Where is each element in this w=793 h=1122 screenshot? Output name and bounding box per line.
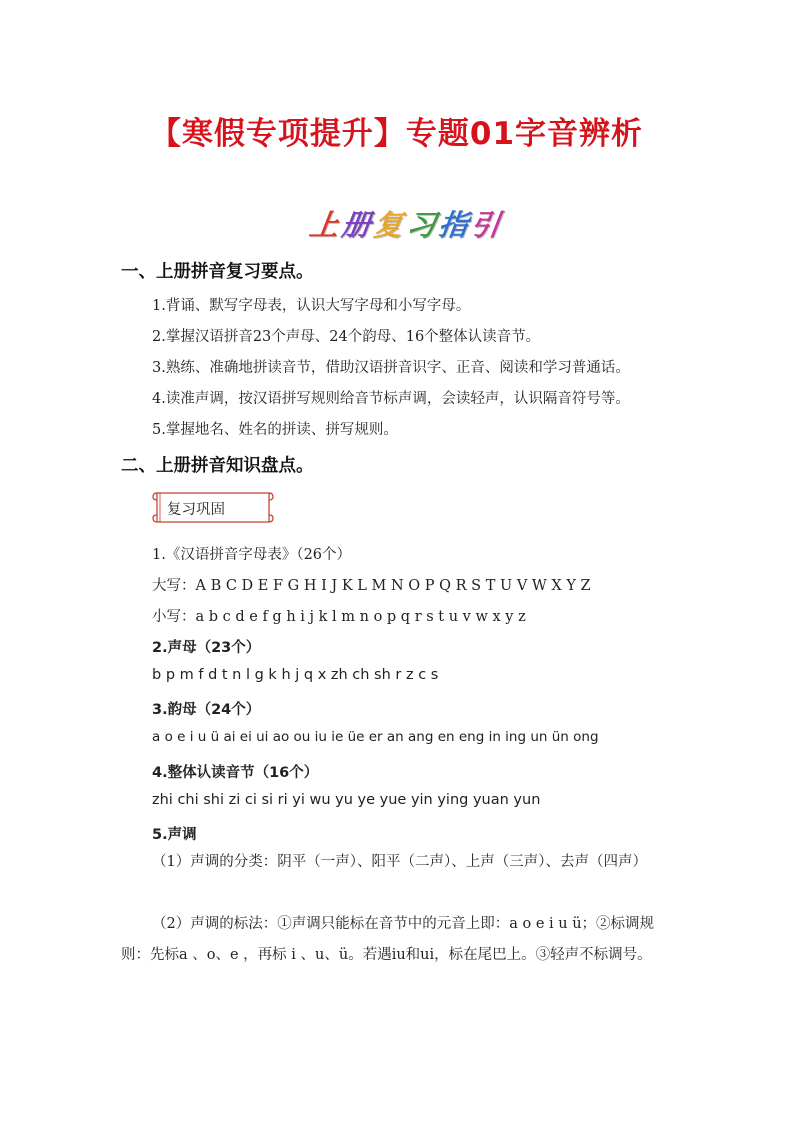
banner-char-2: 册 <box>339 207 374 242</box>
page-title <box>0 108 793 153</box>
finals-title: 3.韵母（24个） <box>152 702 261 718</box>
syllables-list: zhi chi shi zi ci si ri yi wu yu ye yue yin ying yuan yun <box>152 792 541 808</box>
section1-item-5: 5.掌握地名、姓名的拼读、拼写规则。 <box>152 422 398 438</box>
lowercase-letters: 小写：a b c d e f g h i j k l m n o p q r s t u v w x y z <box>152 609 526 625</box>
tones-paragraph-1: （1）声调的分类：阴平（一声）、阳平（二声）、上声（三声）、去声（四声） <box>152 854 647 870</box>
syllables-title: 4.整体认读音节（16个） <box>152 765 319 781</box>
banner-char-5: 指 <box>436 207 470 242</box>
initials-list: b p m f d t n l g k h j q x zh ch sh r z c s <box>152 667 439 683</box>
banner-char-4: 习 <box>403 207 438 242</box>
banner-char-3: 复 <box>371 207 406 242</box>
section1-item-4: 4.读准声调，按汉语拼写规则给音节标声调，会读轻声，认识隔音符号等。 <box>152 391 630 407</box>
review-box <box>151 488 275 526</box>
section1-heading: 一、上册拼音复习要点。 <box>121 262 314 282</box>
review-box-label: 复习巩固 <box>167 502 225 518</box>
section1-item-3: 3.熟练、准确地拼读音节，借助汉语拼音识字、正音、阅读和学习普通话。 <box>152 360 630 376</box>
section1-item-2: 2.掌握汉语拼音23个声母、24个韵母、16个整体认读音节。 <box>152 329 541 345</box>
banner-char-1: 上 <box>307 207 342 242</box>
page-title-text: 【寒假专项提升】专题01字音辨析 <box>149 116 644 152</box>
tones-paragraph-2: （2）声调的标法：①声调只能标在音节中的元音上即：a o e i u ü；②标调规则：先标a 、o、e ，再标 i 、u、ü。若遇iu和ui，标在尾巴上。③轻声不标调号。 <box>121 916 655 963</box>
banner-char-6: 引 <box>468 207 503 242</box>
review-guide-banner <box>307 200 503 246</box>
tones-title: 5.声调 <box>152 827 197 843</box>
section2-heading: 二、上册拼音知识盘点。 <box>121 456 314 476</box>
initials-title: 2.声母（23个） <box>152 640 261 656</box>
finals-list: a o e i u ü ai ei ui ao ou iu ie üe er an ang en eng in ing un ün ong <box>152 729 599 745</box>
section1-item-1: 1.背诵、默写字母表，认识大写字母和小写字母。 <box>152 298 471 314</box>
uppercase-letters: 大写：A B C D E F G H I J K L M N O P Q R S T U V W X Y Z <box>152 578 591 594</box>
alphabet-title: 1.《汉语拼音字母表》（26个） <box>152 547 352 563</box>
